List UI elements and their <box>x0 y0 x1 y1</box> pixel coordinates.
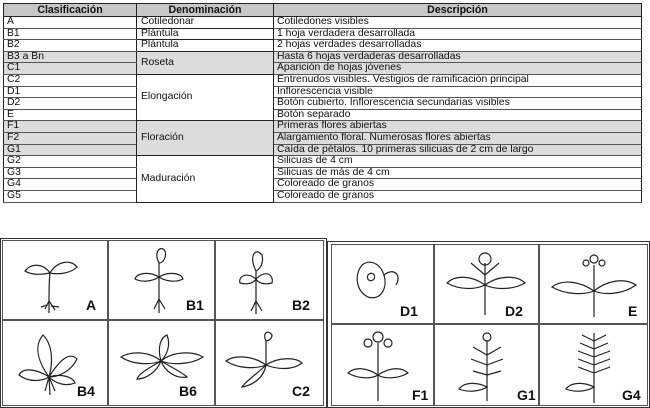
table-row <box>4 121 642 133</box>
stage-cell-d2 <box>434 244 539 324</box>
clasificacion-cell: G2 <box>4 156 137 168</box>
table-header-row <box>4 4 642 17</box>
header-clasificacion: Clasificación <box>4 4 137 17</box>
descripcion-cell: Coloreado de granos <box>274 190 642 202</box>
stage-cell-a <box>2 240 108 320</box>
table-row <box>4 144 642 156</box>
descripcion-cell: Inflorescencia visible <box>274 86 642 98</box>
stage-label-b4: B4 <box>77 383 95 399</box>
clasificacion-cell: F1 <box>4 121 137 133</box>
clasificacion-cell: D1 <box>4 86 137 98</box>
clasificacion-cell: C1 <box>4 63 137 75</box>
descripcion-cell: Cotiledones visibles <box>274 17 642 29</box>
descripcion-cell: Botón cubierto. Inflorescencia secundarias visibles <box>274 98 642 110</box>
table-row <box>4 156 642 168</box>
stage-label-g4: G4 <box>622 387 641 403</box>
clasificacion-cell: G5 <box>4 190 137 202</box>
denominacion-cell: Floración <box>137 121 274 156</box>
growth-stage-table <box>3 3 642 203</box>
descripcion-cell: Alargamiento floral. Numerosas flores abiertas <box>274 132 642 144</box>
denominacion-cell: Plántula <box>137 28 274 40</box>
clasificacion-cell: F2 <box>4 132 137 144</box>
clasificacion-cell: C2 <box>4 74 137 86</box>
stage-cell-e <box>539 244 648 324</box>
stage-cell-c2 <box>215 320 324 406</box>
clasificacion-cell: G3 <box>4 167 137 179</box>
descripcion-cell: Caída de pétalos. 10 primeras silicuas de 2 cm de largo <box>274 144 642 156</box>
table-row <box>4 167 642 179</box>
stage-label-c2: C2 <box>292 383 310 399</box>
stage-cell-b2 <box>215 240 324 320</box>
stage-cell-d1 <box>331 244 434 324</box>
header-denominacion: Denominación <box>137 4 274 17</box>
denominacion-cell: Elongación <box>137 74 274 120</box>
stage-cell-f1 <box>331 324 434 406</box>
table-row <box>4 40 642 52</box>
table-row <box>4 74 642 86</box>
denominacion-cell: Maduración <box>137 156 274 202</box>
rosette-plant-drawing <box>109 321 214 405</box>
denominacion-cell: Roseta <box>137 51 274 74</box>
descripcion-cell: Silicuas de 4 cm <box>274 156 642 168</box>
descripcion-cell: Hasta 6 hojas verdaderas desarrolladas <box>274 51 642 63</box>
descripcion-cell: 2 hojas verdades desarrolladas <box>274 40 642 52</box>
table-row <box>4 51 642 63</box>
stage-cell-b4 <box>2 320 108 406</box>
table-row <box>4 17 642 29</box>
stage-cell-b1 <box>108 240 215 320</box>
descripcion-cell: Aparición de hojas jóvenes <box>274 63 642 75</box>
stage-label-b2: B2 <box>292 297 310 313</box>
descripcion-cell: 1 hoja verdadera desarrollada <box>274 28 642 40</box>
stage-label-d1: D1 <box>400 303 418 319</box>
table-row <box>4 86 642 98</box>
stage-label-a: A <box>86 297 97 313</box>
table-row <box>4 63 642 75</box>
stage-label-b6: B6 <box>179 383 197 399</box>
stage-label-b1: B1 <box>186 297 204 313</box>
table-row <box>4 132 642 144</box>
table-body <box>4 17 642 203</box>
stage-label-f1: F1 <box>412 387 429 403</box>
header-descripcion: Descripción <box>274 4 642 17</box>
clasificacion-cell: E <box>4 109 137 121</box>
clasificacion-cell: B1 <box>4 28 137 40</box>
illustration-area <box>0 238 650 406</box>
descripcion-cell: Silicuas de más de 4 cm <box>274 167 642 179</box>
descripcion-cell: Entrenudos visibles. Vestigios de ramificación principal <box>274 74 642 86</box>
descripcion-cell: Coloreado de granos <box>274 179 642 191</box>
table-row <box>4 109 642 121</box>
table-row <box>4 98 642 110</box>
denominacion-cell: Cotiledonar <box>137 17 274 29</box>
stage-label-g1: G1 <box>517 387 536 403</box>
clasificacion-cell: D2 <box>4 98 137 110</box>
stage-label-e: E <box>628 303 638 319</box>
clasificacion-cell: B3 a Bn <box>4 51 137 63</box>
descripcion-cell: Botón separado <box>274 109 642 121</box>
table-row <box>4 179 642 191</box>
table-row <box>4 190 642 202</box>
clasificacion-cell: B2 <box>4 40 137 52</box>
descripcion-cell: Primeras flores abiertas <box>274 121 642 133</box>
stage-cell-g1 <box>434 324 539 406</box>
stage-cell-g4 <box>539 324 648 406</box>
clasificacion-cell: G4 <box>4 179 137 191</box>
table-row <box>4 28 642 40</box>
clasificacion-cell: A <box>4 17 137 29</box>
stage-cell-b6 <box>108 320 215 406</box>
denominacion-cell: Plántula <box>137 40 274 52</box>
stage-label-d2: D2 <box>505 303 523 319</box>
clasificacion-cell: G1 <box>4 144 137 156</box>
